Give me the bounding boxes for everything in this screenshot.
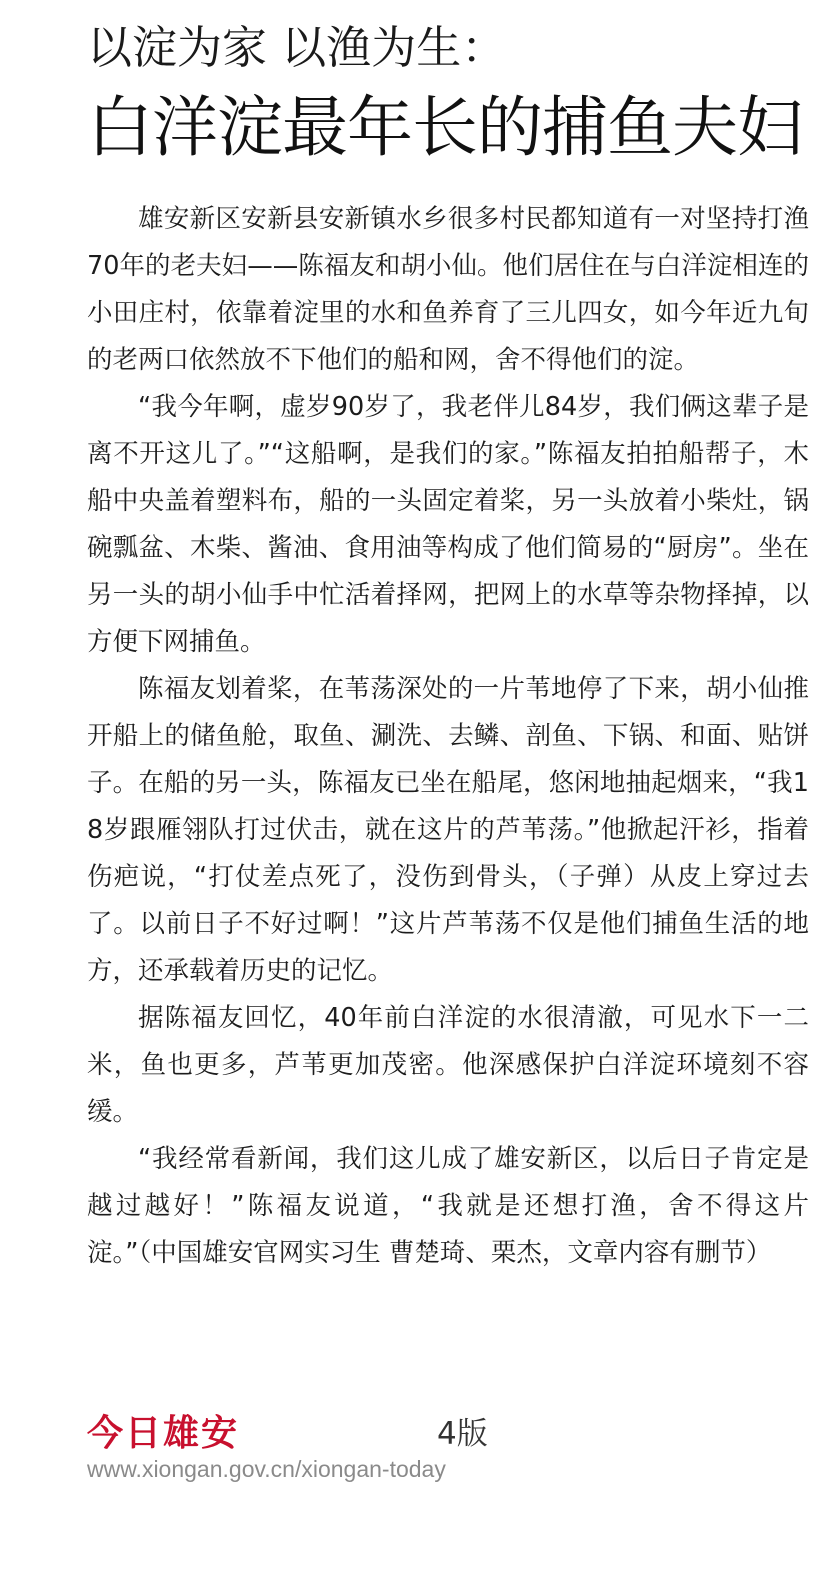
article-kicker: 以淀为家 以渔为生： xyxy=(87,21,507,74)
article-paragraph: “我今年啊，虚岁90岁了，我老伴儿84岁，我们俩这辈子是离不开这儿了。”“这船啊，是我们的家。”陈福友拍拍船帮子，木船中央盖着塑料布，船的一头固定着桨，另一头放着小柴灶，锅碗瓢盆、木柴、酱油、食用油等构成了他们简易的“厨房”。坐在另一头的胡小仙手中忙活着择网，把网上的水草等杂物择掉，以方便下网捕鱼。 xyxy=(87,392,809,657)
article-body xyxy=(87,196,809,1277)
article-paragraph: “我经常看新闻，我们这儿成了雄安新区，以后日子肯定是越过越好！”陈福友说道，“我就是还想打渔，舍不得这片淀。”（中国雄安官网实习生 曹楚琦、栗杰，文章内容有删节） xyxy=(87,1144,809,1268)
article-paragraph: 雄安新区安新县安新镇水乡很多村民都知道有一对坚持打渔70年的老夫妇——陈福友和胡小仙。他们居住在与白洋淀相连的小田庄村，依靠着淀里的水和鱼养育了三儿四女，如今年近九旬的老两口依然放不下他们的船和网，舍不得他们的淀。 xyxy=(87,204,809,375)
edition-number: 4版 xyxy=(437,1416,488,1452)
article-paragraph: 据陈福友回忆，40年前白洋淀的水很清澈，可见水下一二米，鱼也更多，芦苇更加茂密。他深感保护白洋淀环境刻不容缓。 xyxy=(87,1003,809,1127)
article-paragraph: 陈福友划着桨，在苇荡深处的一片苇地停了下来，胡小仙推开船上的储鱼舱，取鱼、涮洗、去鳞、剖鱼、下锅、和面、贴饼子。在船的另一头，陈福友已坐在船尾，悠闲地抽起烟来，“我18岁跟雁翎队打过伏击，就在这片的芦苇荡。”他掀起汗衫，指着伤疤说，“打仗差点死了，没伤到骨头，（子弹）从皮上穿过去了。以前日子不好过啊！”这片芦苇荡不仅是他们捕鱼生活的地方，还承载着历史的记忆。 xyxy=(87,674,809,986)
article-headline: 白洋淀最年长的捕鱼夫妇 xyxy=(87,89,802,166)
newspaper-logo: 今日雄安 xyxy=(87,1412,240,1454)
page-footer xyxy=(87,1410,507,1490)
website-url[interactable]: www.xiongan.gov.cn/xiongan-today xyxy=(87,1456,446,1482)
